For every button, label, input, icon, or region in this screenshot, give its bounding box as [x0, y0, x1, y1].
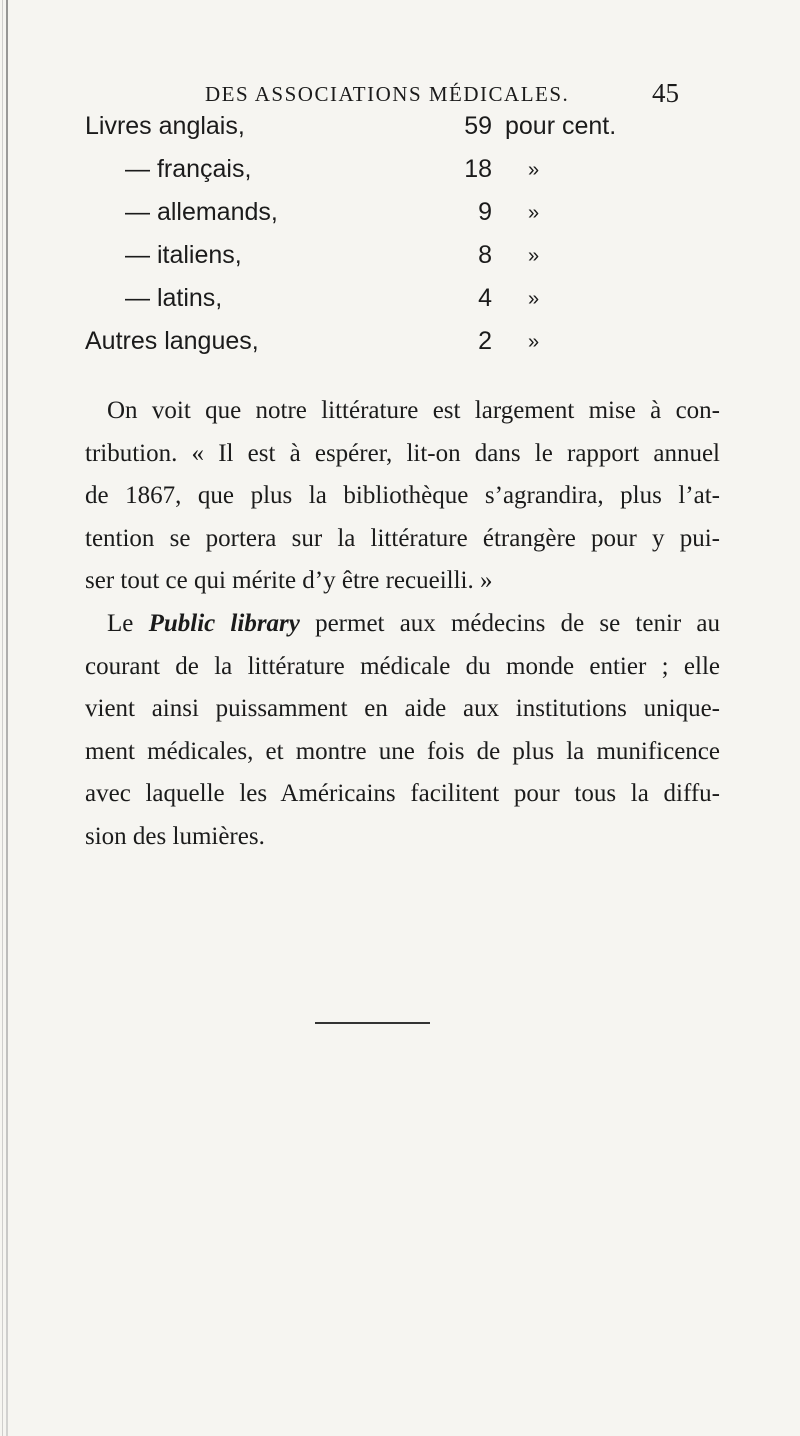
- running-head: [0, 78, 800, 112]
- stat-label: — français,: [125, 155, 252, 183]
- public-library-title: Public library: [148, 609, 300, 637]
- text-rest: permet aux médecins de se tenir au: [299, 609, 721, 637]
- stat-label: — italiens,: [125, 241, 242, 269]
- text-line: tention se portera sur la littérature étrangère pour y pui-: [85, 524, 720, 552]
- page-number: 45: [652, 78, 679, 108]
- text-line: On voit que notre littérature est largement mise à con-: [107, 397, 720, 424]
- stat-value: 2: [478, 327, 492, 355]
- paragraph-public-library: [85, 603, 720, 859]
- text-line: ser tout ce qui mérite d’y être recueilli. »: [85, 567, 493, 595]
- text-line: vient ainsi puissamment en aide aux institutions unique-: [85, 695, 720, 723]
- stat-unit: »: [528, 202, 540, 224]
- stat-unit: »: [528, 245, 540, 267]
- text-line: courant de la littérature médicale du monde entier ; elle: [85, 652, 720, 680]
- stat-label: Autres langues,: [85, 327, 259, 355]
- stat-value: 18: [464, 155, 492, 183]
- stat-label: — latins,: [125, 284, 223, 312]
- stat-row-english: [0, 112, 800, 150]
- running-head-title: DES ASSOCIATIONS MÉDICALES.: [205, 82, 570, 106]
- stat-row-other: [0, 327, 800, 365]
- stat-unit: pour cent.: [505, 112, 617, 140]
- stat-unit: »: [528, 288, 540, 310]
- section-rule: [315, 1022, 430, 1024]
- text-line: [85, 603, 720, 646]
- stat-label: — allemands,: [125, 198, 278, 226]
- body-text: [85, 390, 720, 859]
- stat-row-latin: [0, 284, 800, 322]
- stat-value: 8: [478, 241, 492, 269]
- stat-row-french: [0, 155, 800, 193]
- text-line: de 1867, que plus la bibliothèque s’agrandira, plus l’at-: [85, 482, 720, 510]
- stat-value: 59: [464, 112, 492, 140]
- paragraph-literature: [85, 390, 720, 603]
- stat-row-italian: [0, 241, 800, 279]
- text-line: tribution. « Il est à espérer, lit-on dans le rapport annuel: [85, 439, 720, 467]
- text-line: ment médicales, et montre une fois de plus la munificence: [85, 737, 720, 765]
- stat-value: 9: [478, 198, 492, 226]
- stat-unit: »: [528, 159, 540, 181]
- stat-label: Livres anglais,: [85, 112, 245, 140]
- stat-value: 4: [478, 284, 492, 312]
- stat-unit: »: [528, 331, 540, 353]
- text-line: sion des lumières.: [85, 822, 265, 850]
- stat-row-german: [0, 198, 800, 236]
- text-prefix: Le: [107, 609, 149, 637]
- text-line: avec laquelle les Américains facilitent pour tous la diffu-: [85, 780, 720, 808]
